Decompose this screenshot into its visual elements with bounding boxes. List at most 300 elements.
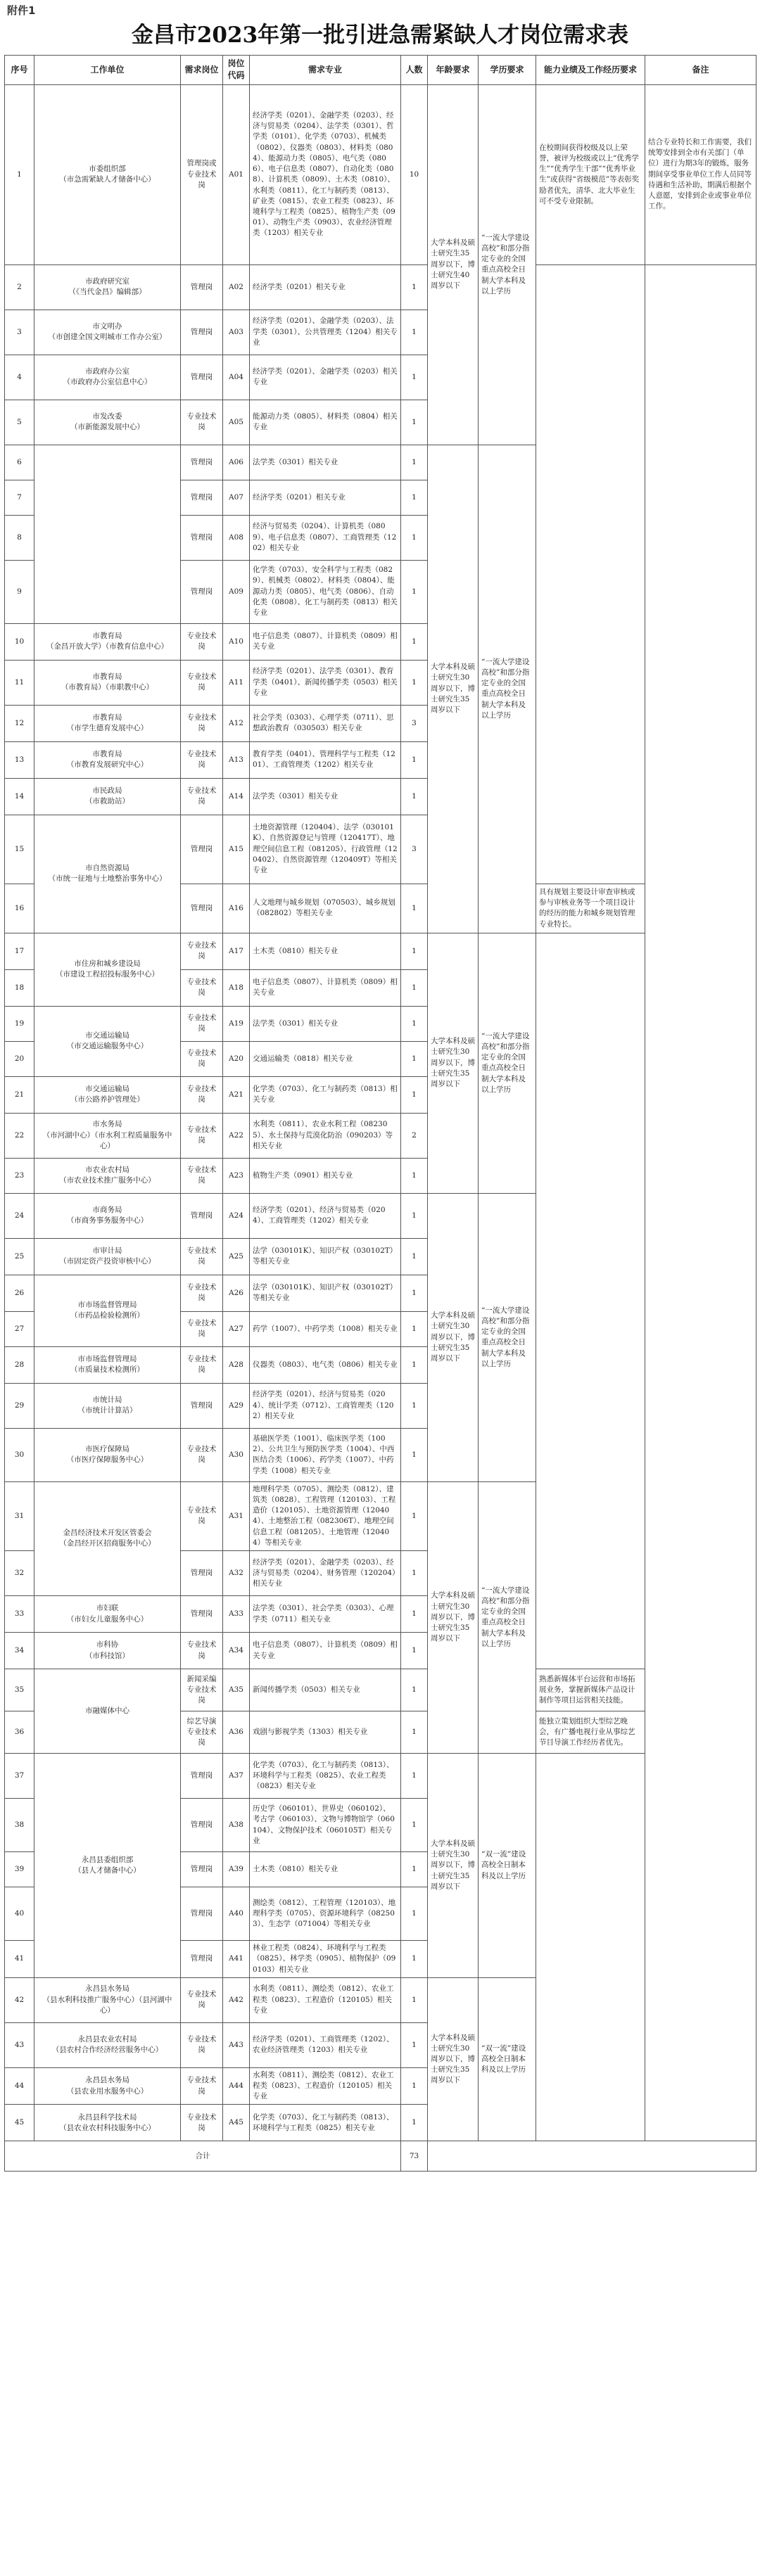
row-major: 地理科学类（0705）、测绘类（0812）、建筑类（0828）、工程管理（120103）、工程造价（120105）、土地资源管理（120404）、土地整治工程（082306T）、地理空间信息工程（081205）、土地管理（120404）等相关专业 <box>250 1481 401 1550</box>
unit-name: 市发改委 <box>92 412 122 421</box>
row-num: 1 <box>401 1481 428 1550</box>
row-code: A38 <box>223 1799 250 1852</box>
row-code: A23 <box>223 1158 250 1193</box>
row-no: 21 <box>5 1076 34 1113</box>
row-post: 管理岗 <box>181 1941 223 1978</box>
row-unit <box>34 623 181 660</box>
row-major: 化学类（0703）、安全科学与工程类（0829）、机械类（0802）、材料类（0804）、能源动力类（0805）、电气类（0806）、自动化类（0808）、化工与制药类（0813）相关专业 <box>250 560 401 623</box>
row-major: 经济学类（0201）、经济与贸易类（0204）、统计学类（0712）、工商管理类（1202）相关专业 <box>250 1383 401 1428</box>
row-num: 1 <box>401 1383 428 1428</box>
row-post: 专业技术岗 <box>181 933 223 969</box>
row-unit <box>34 445 181 623</box>
header-capability: 能力业绩及工作经历要求 <box>536 56 645 85</box>
row-post: 新闻采编专业技术岗 <box>181 1669 223 1711</box>
unit-name: 市农业农村局 <box>85 1166 129 1175</box>
row-no: 12 <box>5 705 34 741</box>
row-code: A16 <box>223 884 250 933</box>
header-num: 人数 <box>401 56 428 85</box>
unit-subname: （市救助站） <box>85 797 129 806</box>
row-post: 管理岗 <box>181 310 223 355</box>
row-post: 专业技术岗 <box>181 2105 223 2141</box>
row-code: A33 <box>223 1596 250 1633</box>
row-unit <box>34 1238 181 1275</box>
row-unit <box>34 310 181 355</box>
education-requirement: “一流大学建设高校”和部分指定专业的全国重点高校全日制大学本科及以上学历 <box>479 445 536 933</box>
unit-name: 市自然资源局 <box>85 864 129 873</box>
row-no: 24 <box>5 1193 34 1238</box>
row-num: 1 <box>401 1076 428 1113</box>
row-unit <box>34 1113 181 1158</box>
row-code: A43 <box>223 2022 250 2067</box>
unit-subname: （县水利科技推广服务中心）（县河湖中心） <box>42 1995 172 2015</box>
header-edu: 学历要求 <box>479 56 536 85</box>
row-num: 3 <box>401 705 428 741</box>
row-num: 1 <box>401 2067 428 2105</box>
row-post: 专业技术岗 <box>181 660 223 705</box>
row-code: A36 <box>223 1711 250 1754</box>
row-unit <box>34 1383 181 1428</box>
unit-subname: （市质量技术检测所） <box>70 1365 144 1375</box>
unit-subname: （市农业技术推广服务中心） <box>59 1176 156 1185</box>
row-post: 专业技术岗 <box>181 1977 223 2022</box>
row-num: 1 <box>401 1041 428 1076</box>
capability-requirement: 在校期间获得校级及以上荣誉，被评为校级或以上“优秀学生”“优秀学生干部”“优秀毕业生”或获得“省级模范”等表彰奖励者优先，清华、北大毕业生可不受专业限制。 <box>536 84 645 264</box>
row-code: A10 <box>223 623 250 660</box>
unit-name: 市商务局 <box>92 1206 122 1215</box>
unit-name: 市政府办公室 <box>85 367 129 376</box>
row-major: 法学类（0301）相关专业 <box>250 778 401 815</box>
unit-name: 市住房和城乡建设局 <box>74 959 141 969</box>
row-code: A17 <box>223 933 250 969</box>
row-code: A01 <box>223 84 250 264</box>
row-major: 电子信息类（0807）、计算机类（0809）相关专业 <box>250 623 401 660</box>
row-num: 1 <box>401 1193 428 1238</box>
row-post: 专业技术岗 <box>181 1041 223 1076</box>
header-no: 序号 <box>5 56 34 85</box>
row-code: A12 <box>223 705 250 741</box>
capability-requirement <box>536 1754 645 2141</box>
row-major: 药学（1007）、中药学类（1008）相关专业 <box>250 1311 401 1346</box>
row-unit <box>34 355 181 400</box>
row-major: 能源动力类（0805）、材料类（0804）相关专业 <box>250 400 401 445</box>
row-num: 1 <box>401 400 428 445</box>
unit-subname: （市商务事务服务中心） <box>66 1216 148 1225</box>
row-no: 17 <box>5 933 34 969</box>
education-requirement: “一流大学建设高校”和部分指定专业的全国重点高校全日制大学本科及以上学历 <box>479 1193 536 1481</box>
row-num: 1 <box>401 1006 428 1041</box>
row-unit <box>34 1346 181 1383</box>
row-code: A27 <box>223 1311 250 1346</box>
row-no: 25 <box>5 1238 34 1275</box>
row-code: A31 <box>223 1481 250 1550</box>
unit-name: 市水务局 <box>92 1120 122 1129</box>
row-major: 社会学类（0303）、心理学类（0711）、思想政治教育（030503）相关专业 <box>250 705 401 741</box>
row-major: 经济学类（0201）、工商管理类（1202）、农业经济管理类（1203）相关专业 <box>250 2022 401 2067</box>
row-code: A03 <box>223 310 250 355</box>
row-num: 1 <box>401 1238 428 1275</box>
row-post: 管理岗 <box>181 264 223 310</box>
unit-name: 市教育局 <box>92 713 122 722</box>
row-no: 26 <box>5 1275 34 1311</box>
row-post: 专业技术岗 <box>181 1428 223 1481</box>
unit-name: 市教育局 <box>92 750 122 759</box>
age-requirement: 大学本科及硕士研究生30周岁以下，博士研究生35周岁以下 <box>428 1754 479 1978</box>
age-requirement: 大学本科及硕士研究生30周岁以下，博士研究生35周岁以下 <box>428 1193 479 1481</box>
row-code: A40 <box>223 1887 250 1941</box>
row-unit <box>34 933 181 1006</box>
age-requirement: 大学本科及硕士研究生30周岁以下，博士研究生35周岁以下 <box>428 933 479 1193</box>
row-num: 1 <box>401 884 428 933</box>
row-major: 法学类（0301）相关专业 <box>250 445 401 480</box>
row-num: 1 <box>401 933 428 969</box>
unit-subname: （县农业用水服务中心） <box>66 2086 148 2096</box>
row-no: 8 <box>5 515 34 560</box>
row-num: 1 <box>401 1799 428 1852</box>
row-unit <box>34 400 181 445</box>
row-code: A13 <box>223 741 250 778</box>
row-no: 40 <box>5 1887 34 1941</box>
row-major: 戏剧与影视学类（1303）相关专业 <box>250 1711 401 1754</box>
unit-name: 市民政局 <box>92 786 122 796</box>
unit-subname: （市河湖中心）（市水利工程质量服务中心） <box>42 1130 172 1150</box>
row-num: 2 <box>401 1113 428 1158</box>
unit-name: 市交通运输局 <box>85 1085 129 1094</box>
row-code: A08 <box>223 515 250 560</box>
row-major: 经济学类（0201）、金融学类（0203）相关专业 <box>250 355 401 400</box>
row-no: 30 <box>5 1428 34 1481</box>
unit-name: 市医疗保障局 <box>85 1445 129 1454</box>
remark <box>645 264 756 2141</box>
row-code: A24 <box>223 1193 250 1238</box>
row-post: 管理岗或专业技术岗 <box>181 84 223 264</box>
row-no: 31 <box>5 1481 34 1550</box>
row-code: A11 <box>223 660 250 705</box>
unit-name: 市市场监督管理局 <box>77 1301 137 1310</box>
row-num: 1 <box>401 1887 428 1941</box>
row-code: A05 <box>223 400 250 445</box>
row-num: 1 <box>401 778 428 815</box>
unit-name: 市交通运输局 <box>85 1031 129 1040</box>
row-major: 土地资源管理（120404）、法学（030101K）、自然资源登记与管理（120417T）、地理空间信息工程（081205）、行政管理（120402）、自然资源管理（120409T）等相关专业 <box>250 815 401 884</box>
row-major: 经济学类（0201）相关专业 <box>250 264 401 310</box>
row-no: 22 <box>5 1113 34 1158</box>
total-label: 合计 <box>5 2141 401 2172</box>
row-unit <box>34 1158 181 1193</box>
row-post: 管理岗 <box>181 1852 223 1887</box>
row-no: 2 <box>5 264 34 310</box>
row-no: 35 <box>5 1669 34 1711</box>
row-post: 专业技术岗 <box>181 623 223 660</box>
row-post: 管理岗 <box>181 355 223 400</box>
row-no: 23 <box>5 1158 34 1193</box>
row-code: A20 <box>223 1041 250 1076</box>
unit-name: 永昌县水务局 <box>85 1984 129 1994</box>
annex-label: 附件1 <box>7 4 36 17</box>
table-row <box>5 933 756 969</box>
unit-subname: （市教育局）（市职教中心） <box>61 683 154 692</box>
row-post: 管理岗 <box>181 445 223 480</box>
row-post: 管理岗 <box>181 884 223 933</box>
row-major: 经济学类（0201）、金融学类（0203）、经济与贸易类（0204）、财务管理（120204）相关专业 <box>250 1551 401 1596</box>
row-post: 专业技术岗 <box>181 1158 223 1193</box>
row-code: A34 <box>223 1633 250 1669</box>
unit-subname: （市妇女儿童服务中心） <box>66 1614 148 1624</box>
row-num: 1 <box>401 969 428 1006</box>
row-unit <box>34 1275 181 1346</box>
row-num: 1 <box>401 660 428 705</box>
row-no: 16 <box>5 884 34 933</box>
row-post: 专业技术岗 <box>181 1311 223 1346</box>
unit-subname: （县人才储备中心） <box>74 1866 141 1875</box>
row-unit <box>34 1754 181 1978</box>
row-no: 9 <box>5 560 34 623</box>
row-no: 18 <box>5 969 34 1006</box>
row-num: 1 <box>401 1941 428 1978</box>
row-no: 6 <box>5 445 34 480</box>
unit-subname: （县农村合作经济经营服务中心） <box>51 2046 163 2055</box>
row-post: 专业技术岗 <box>181 400 223 445</box>
unit-subname: （金昌经开区招商服务中心） <box>59 1539 156 1548</box>
capability-requirement: 熟悉新媒体平台运营和市场拓展业务，掌握新媒体产品设计制作等项目运营相关技能。 <box>536 1669 645 1711</box>
row-no: 4 <box>5 355 34 400</box>
row-no: 37 <box>5 1754 34 1799</box>
row-code: A42 <box>223 1977 250 2022</box>
row-major: 法学（030101K）、知识产权（030102T）等相关专业 <box>250 1275 401 1311</box>
row-num: 1 <box>401 1551 428 1596</box>
row-major: 历史学（060101）、世界史（060102）、考古学（060103）、文物与博物馆学（060104）、文物保护技术（060105T）相关专业 <box>250 1799 401 1852</box>
row-post: 专业技术岗 <box>181 778 223 815</box>
capability-requirement: 具有规划主要设计审查审核或参与审核业务等一个项目设计的经历的能力和城乡规划管理专业特长。 <box>536 884 645 933</box>
row-unit <box>34 84 181 264</box>
header-row <box>5 56 756 85</box>
capability-requirement <box>536 264 645 884</box>
total-row <box>5 2141 756 2172</box>
row-post: 专业技术岗 <box>181 2067 223 2105</box>
page-title: 金昌市2023年第一批引进急需紧缺人才岗位需求表 <box>131 23 629 48</box>
unit-subname: （市学生德育发展中心） <box>66 724 148 733</box>
unit-name: 市教育局 <box>92 672 122 682</box>
row-major: 交通运输类（0818）相关专业 <box>250 1041 401 1076</box>
row-code: A21 <box>223 1076 250 1113</box>
row-no: 20 <box>5 1041 34 1076</box>
row-post: 管理岗 <box>181 480 223 515</box>
row-num: 1 <box>401 741 428 778</box>
row-no: 42 <box>5 1977 34 2022</box>
row-num: 3 <box>401 815 428 884</box>
row-unit <box>34 815 181 933</box>
row-post: 管理岗 <box>181 1596 223 1633</box>
age-requirement: 大学本科及硕士研究生30周岁以下，博士研究生35周岁以下 <box>428 445 479 933</box>
row-major: 植物生产类（0901）相关专业 <box>250 1158 401 1193</box>
row-post: 管理岗 <box>181 1887 223 1941</box>
row-major: 经济学类（0201）、金融学类（0203）、经济与贸易类（0204）、法学类（0301）、哲学类（0101）、化学类（0703）、机械类（0802）、仪器类（0803）、材料类（0804）、能源动力类（0805）、电气类（0806）、电子信息类（0807）、自动化类（0808）、计算机类（0809）、土木类（0810）、水利类（0811）、化工与制药类（0813）、矿业类（0815）、农业工程类（0823）、环境科学与工程类（0825）、植物生产类（0901）、动物生产类（0903）、农业经济管理类（1203）相关专业 <box>250 84 401 264</box>
row-num: 1 <box>401 1633 428 1669</box>
unit-subname: （市科技馆） <box>85 1651 129 1660</box>
education-requirement: “双一流”建设高校全日制本科及以上学历 <box>479 1977 536 2141</box>
row-post: 管理岗 <box>181 1754 223 1799</box>
row-code: A30 <box>223 1428 250 1481</box>
row-major: 化学类（0703）、化工与制药类（0813）、环境科学与工程类（0825）相关专业 <box>250 2105 401 2141</box>
age-requirement: 大学本科及硕士研究生30周岁以下，博士研究生35周岁以下 <box>428 1481 479 1753</box>
row-unit <box>34 1193 181 1238</box>
row-unit <box>34 1596 181 1633</box>
row-post: 管理岗 <box>181 560 223 623</box>
unit-name: 永昌县科学技术局 <box>77 2112 137 2122</box>
row-major: 仪器类（0803）、电气类（0806）相关专业 <box>250 1346 401 1383</box>
row-major: 人文地理与城乡规划（070503）、城乡规划（082802）等相关专业 <box>250 884 401 933</box>
row-unit <box>34 1977 181 2022</box>
age-requirement: 大学本科及硕士研究生30周岁以下，博士研究生35周岁以下 <box>428 1977 479 2141</box>
capability-requirement <box>536 933 645 1669</box>
row-major: 林业工程类（0824）、环境科学与工程类（0825）、林学类（0905）、植物保护（090103）相关专业 <box>250 1941 401 1978</box>
unit-name: 金昌经济技术开发区管委会 <box>63 1529 152 1538</box>
row-no: 41 <box>5 1941 34 1978</box>
row-code: A32 <box>223 1551 250 1596</box>
row-major: 法学类（0301）、社会学类（0303）、心理学类（0711）相关专业 <box>250 1596 401 1633</box>
row-num: 1 <box>401 560 428 623</box>
unit-name: 市教育局 <box>92 632 122 641</box>
row-code: A15 <box>223 815 250 884</box>
unit-subname: （金昌开放大学）（市教育信息中心） <box>46 642 169 651</box>
unit-subname: （《当代金昌》编辑部） <box>68 288 146 297</box>
row-no: 29 <box>5 1383 34 1428</box>
row-num: 1 <box>401 445 428 480</box>
row-post: 专业技术岗 <box>181 1633 223 1669</box>
row-num: 1 <box>401 264 428 310</box>
row-major: 水利类（0811）、农业水利工程（082305）、水土保持与荒漠化防治（090203）等相关专业 <box>250 1113 401 1158</box>
row-no: 14 <box>5 778 34 815</box>
table-row <box>5 84 756 264</box>
row-no: 11 <box>5 660 34 705</box>
row-no: 33 <box>5 1596 34 1633</box>
row-code: A25 <box>223 1238 250 1275</box>
unit-name: 永昌县委组织部 <box>81 1855 134 1864</box>
header-unit: 工作单位 <box>34 56 181 85</box>
row-code: A06 <box>223 445 250 480</box>
unit-name: 市科协 <box>96 1640 119 1650</box>
row-major: 测绘类（0812）、工程管理（120103）、地理科学类（0705）、资源环境科学（082503）、生态学（071004）等相关专业 <box>250 1887 401 1941</box>
row-post: 专业技术岗 <box>181 1275 223 1311</box>
row-code: A07 <box>223 480 250 515</box>
row-major: 电子信息类（0807）、计算机类（0809）相关专业 <box>250 969 401 1006</box>
row-post: 专业技术岗 <box>181 1006 223 1041</box>
row-major: 土木类（0810）相关专业 <box>250 1852 401 1887</box>
row-major: 经济学类（0201）相关专业 <box>250 480 401 515</box>
total-filler <box>428 2141 756 2172</box>
unit-subname: （县农业农村科技服务中心） <box>59 2123 156 2132</box>
table-row <box>5 1669 756 1711</box>
header-major: 需求专业 <box>250 56 401 85</box>
row-major: 经济学类（0201）、金融学类（0203）、法学类（0301）、公共管理类（1204）相关专业 <box>250 310 401 355</box>
row-num: 1 <box>401 480 428 515</box>
education-requirement: “一流大学建设高校”和部分指定专业的全国重点高校全日制大学本科及以上学历 <box>479 1481 536 1753</box>
row-post: 专业技术岗 <box>181 1346 223 1383</box>
total-value: 73 <box>401 2141 428 2172</box>
row-num: 1 <box>401 1158 428 1193</box>
row-no: 19 <box>5 1006 34 1041</box>
row-post: 专业技术岗 <box>181 1481 223 1550</box>
row-major: 基础医学类（1001）、临床医学类（1002）、公共卫生与预防医学类（1004）、中西医结合类（1006）、药学类（1007）、中药学类（1008）相关专业 <box>250 1428 401 1481</box>
row-num: 1 <box>401 1275 428 1311</box>
row-post: 专业技术岗 <box>181 2022 223 2067</box>
unit-subname: （市政府办公室信息中心） <box>63 378 152 387</box>
row-code: A19 <box>223 1006 250 1041</box>
row-code: A28 <box>223 1346 250 1383</box>
row-post: 专业技术岗 <box>181 741 223 778</box>
row-unit <box>34 705 181 741</box>
unit-name: 永昌县水务局 <box>85 2076 129 2085</box>
row-code: A44 <box>223 2067 250 2105</box>
row-num: 1 <box>401 1711 428 1754</box>
unit-subname: （市医疗保障服务中心） <box>66 1455 148 1465</box>
unit-name: 市统计局 <box>92 1396 122 1405</box>
education-requirement: “双一流”建设高校全日制本科及以上学历 <box>479 1754 536 1978</box>
row-post: 管理岗 <box>181 815 223 884</box>
unit-subname: （市统计计算站） <box>77 1406 137 1415</box>
row-code: A26 <box>223 1275 250 1311</box>
row-major: 土木类（0810）相关专业 <box>250 933 401 969</box>
row-post: 管理岗 <box>181 515 223 560</box>
unit-subname: （市急需紧缺人才储备中心） <box>59 175 156 184</box>
row-code: A04 <box>223 355 250 400</box>
row-post: 专业技术岗 <box>181 969 223 1006</box>
row-num: 1 <box>401 355 428 400</box>
row-no: 44 <box>5 2067 34 2105</box>
row-code: A09 <box>223 560 250 623</box>
row-no: 43 <box>5 2022 34 2067</box>
row-unit <box>34 2067 181 2105</box>
unit-name: 市妇联 <box>96 1604 119 1613</box>
unit-subname: （市新能源发展中心） <box>70 423 144 432</box>
row-num: 1 <box>401 1669 428 1711</box>
header-age: 年龄要求 <box>428 56 479 85</box>
row-no: 38 <box>5 1799 34 1852</box>
header-post: 需求岗位 <box>181 56 223 85</box>
row-no: 7 <box>5 480 34 515</box>
requirements-table <box>4 55 756 2172</box>
unit-subname: （市固定资产投资审核中心） <box>59 1257 156 1266</box>
row-no: 36 <box>5 1711 34 1754</box>
row-major: 化学类（0703）、化工与制药类（0813）相关专业 <box>250 1076 401 1113</box>
row-major: 经济学类（0201）、经济与贸易类（0204）、工商管理类（1202）相关专业 <box>250 1193 401 1238</box>
education-requirement: “一流大学建设高校”和部分指定专业的全国重点高校全日制大学本科及以上学历 <box>479 933 536 1193</box>
row-code: A45 <box>223 2105 250 2141</box>
unit-subname: （市统一征地与土地整治事务中心） <box>48 874 167 884</box>
table-body <box>5 84 756 2141</box>
row-no: 45 <box>5 2105 34 2141</box>
unit-name: 市委组织部 <box>89 165 126 174</box>
row-no: 32 <box>5 1551 34 1596</box>
row-post: 管理岗 <box>181 1799 223 1852</box>
age-requirement: 大学本科及硕士研究生35周岁以下，博士研究生40周岁以下 <box>428 84 479 445</box>
row-code: A02 <box>223 264 250 310</box>
row-major: 电子信息类（0807）、计算机类（0809）相关专业 <box>250 1633 401 1669</box>
row-no: 10 <box>5 623 34 660</box>
row-post: 专业技术岗 <box>181 1113 223 1158</box>
row-unit <box>34 778 181 815</box>
row-code: A39 <box>223 1852 250 1887</box>
row-num: 1 <box>401 1346 428 1383</box>
education-requirement: “一流大学建设高校”和部分指定专业的全国重点高校全日制大学本科及以上学历 <box>479 84 536 445</box>
unit-subname: （市交通运输服务中心） <box>66 1042 148 1051</box>
remark: 结合专业特长和工作需要，我们统筹安排到全市有关部门（单位）进行为期3年的锻炼，服务期间享受事业单位工作人员同等待遇和生活补助，期满后根据个人意愿，安排到企业或事业单位工作。 <box>645 84 756 264</box>
unit-name: 永昌县农业农村局 <box>77 2035 137 2044</box>
unit-subname: （市建设工程招投标服务中心） <box>56 970 159 979</box>
row-no: 27 <box>5 1311 34 1346</box>
row-code: A37 <box>223 1754 250 1799</box>
unit-subname: （市药品检验检测所） <box>70 1311 144 1320</box>
row-num: 1 <box>401 515 428 560</box>
